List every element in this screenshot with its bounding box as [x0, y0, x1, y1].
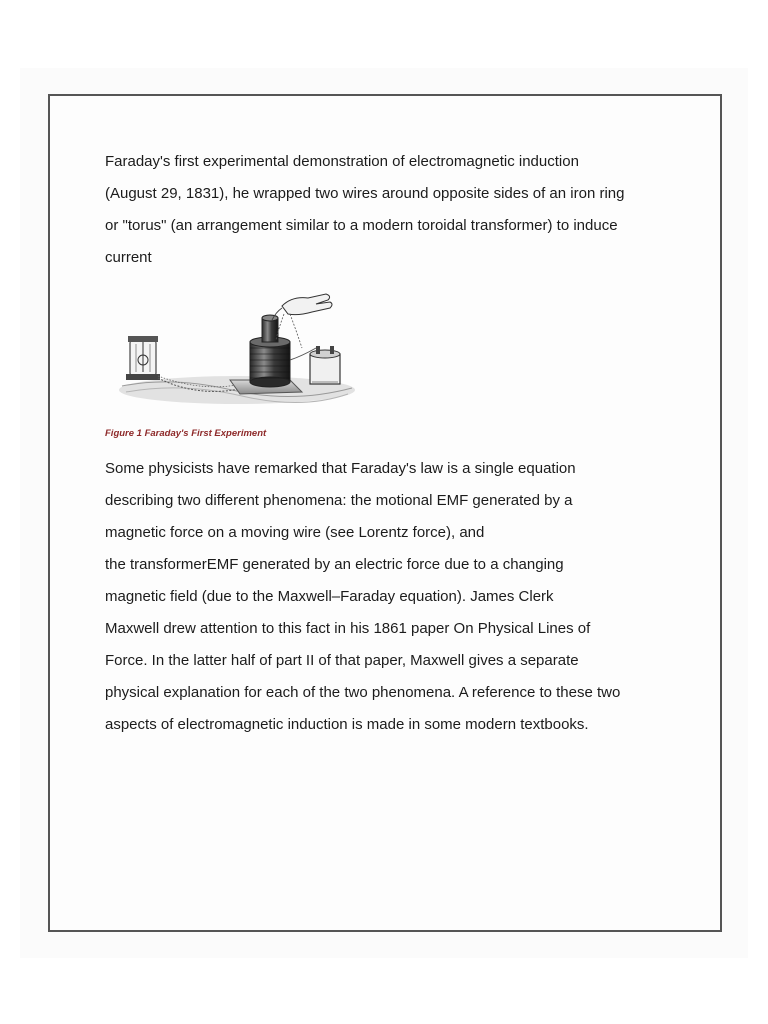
text-line: physical explanation for each of the two phenomena. A reference to these two	[105, 684, 621, 701]
text-line: (August 29, 1831), he wrapped two wires around opposite sides of an iron ring	[105, 185, 625, 202]
galvanometer-icon	[126, 336, 160, 380]
faraday-experiment-figure	[112, 290, 360, 410]
figure-caption: Figure 1 Faraday's First Experiment	[105, 428, 267, 439]
text-line: or "torus" (an arrangement similar to a modern toroidal transformer) to induce	[105, 217, 618, 234]
text-line: the transformerEMF generated by an electric force due to a changing	[105, 556, 564, 573]
text-line: Faraday's first experimental demonstration of electromagnetic induction	[105, 153, 579, 170]
text-line: Force. In the latter half of part II of that paper, Maxwell gives a separate	[105, 652, 579, 669]
induction-coil-icon	[250, 315, 290, 387]
text-line: magnetic force on a moving wire (see Lorentz force), and	[105, 524, 485, 541]
text-line: Maxwell drew attention to this fact in his 1861 paper On Physical Lines of	[105, 620, 591, 637]
battery-cell-icon	[310, 346, 340, 384]
text-line: describing two different phenomena: the motional EMF generated by a	[105, 492, 573, 509]
body-paragraph	[105, 453, 685, 741]
text-line: aspects of electromagnetic induction is made in some modern textbooks.	[105, 716, 589, 733]
text-line: Some physicists have remarked that Faraday's law is a single equation	[105, 460, 576, 477]
text-line: current	[105, 249, 152, 266]
intro-paragraph	[105, 146, 685, 274]
text-line: magnetic field (due to the Maxwell–Faraday equation). James Clerk	[105, 588, 554, 605]
